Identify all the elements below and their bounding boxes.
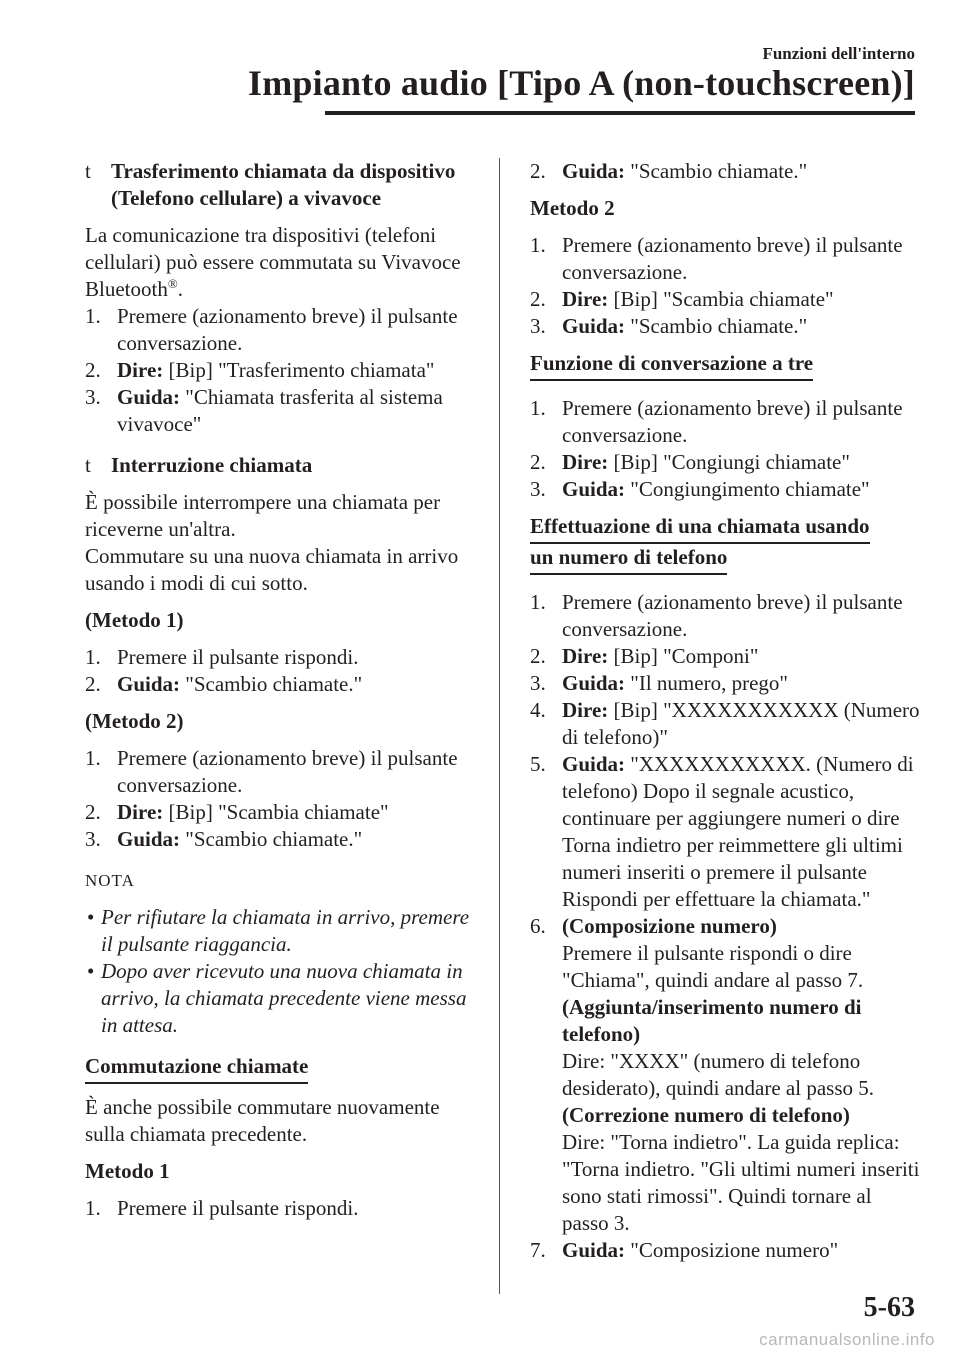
step-text: "Composizione numero" bbox=[630, 1238, 839, 1262]
step-text: Premere il pulsante rispondi. bbox=[117, 645, 359, 669]
step bbox=[85, 745, 475, 799]
step-text: Premere (azionamento breve) il pulsante conversazione. bbox=[562, 396, 903, 447]
paragraph: Commutare su una nuova chiamata in arrivo usando i modi di cui sotto. bbox=[85, 544, 459, 595]
step-text: "Scambio chiamate." bbox=[185, 827, 363, 851]
paragraph: È possibile interrompere una chiamata per riceverne un'altra. bbox=[85, 490, 441, 541]
heading-call-interrupt bbox=[85, 452, 475, 479]
bullet-icon: • bbox=[87, 959, 95, 983]
step-number: 3. bbox=[530, 477, 546, 501]
paragraph-text: La comunicazione tra dispositivi (telefoni cellulari) può essere commutata su Vivavoce Bluetooth bbox=[85, 223, 461, 301]
subheading-dial-number-2: un numero di telefono bbox=[530, 544, 727, 575]
step-number: 1. bbox=[530, 590, 546, 614]
step-text: [Bip] "XXXXXXXXXXX (Numero di telefono)" bbox=[562, 698, 920, 749]
step-text: "Congiungimento chiamate" bbox=[630, 477, 870, 501]
step-number: 1. bbox=[530, 396, 546, 420]
step-text: Dire: "XXXX" (numero di telefono desiderato), quindi andare al passo 5. bbox=[562, 1049, 874, 1100]
left-column bbox=[85, 158, 475, 1222]
step bbox=[85, 357, 475, 384]
step-number: 2. bbox=[530, 644, 546, 668]
step bbox=[85, 303, 475, 357]
paragraph: È anche possibile commutare nuovamente sulla chiamata precedente. bbox=[85, 1095, 440, 1146]
step-text: "Scambio chiamate." bbox=[630, 159, 808, 183]
step bbox=[85, 826, 475, 853]
step-text: [Bip] "Scambia chiamate" bbox=[168, 800, 389, 824]
step-text: [Bip] "Componi" bbox=[613, 644, 759, 668]
step-label: Guida: bbox=[562, 314, 626, 338]
step-text: [Bip] "Trasferimento chiamata" bbox=[168, 358, 435, 382]
note-item bbox=[85, 958, 475, 1039]
step bbox=[530, 232, 920, 286]
step bbox=[530, 1237, 920, 1264]
step bbox=[530, 751, 920, 913]
step bbox=[530, 913, 920, 1237]
step-number: 3. bbox=[85, 385, 101, 409]
step bbox=[530, 158, 920, 185]
page-number: 5-63 bbox=[863, 1292, 915, 1323]
step-label: Dire: bbox=[562, 698, 609, 722]
step-text: "XXXXXXXXXXX. (Numero di telefono) Dopo il segnale acustico, continuare per aggiungere numeri o dire Torna indietro per reimmettere gli ultimi numeri inseriti o premere il pulsante Rispondi per effettuare la chiamata." bbox=[562, 752, 914, 911]
step-number: 6. bbox=[530, 914, 546, 938]
paragraph-text: . bbox=[177, 277, 183, 301]
registered-mark: ® bbox=[167, 276, 178, 291]
step bbox=[530, 313, 920, 340]
step-text: "Il numero, prego" bbox=[630, 671, 788, 695]
step-label: Guida: bbox=[562, 1238, 626, 1262]
method-title: Metodo 2 bbox=[530, 196, 615, 220]
step-number: 2. bbox=[85, 672, 101, 696]
column-divider bbox=[499, 158, 500, 1294]
step-text: "Chiamata trasferita al sistema vivavoce" bbox=[117, 385, 443, 436]
step bbox=[85, 384, 475, 438]
step bbox=[530, 589, 920, 643]
note-text: Dopo aver ricevuto una nuova chiamata in arrivo, la chiamata precedente viene messa in attesa. bbox=[101, 959, 467, 1037]
method-title: Metodo 1 bbox=[85, 1159, 170, 1183]
step-label: Guida: bbox=[562, 477, 626, 501]
subheading-wrap bbox=[530, 513, 920, 575]
step-number: 4. bbox=[530, 698, 546, 722]
subheading-three-way: Funzione di conversazione a tre bbox=[530, 350, 813, 381]
step-label: Dire: bbox=[117, 800, 164, 824]
step-number: 3. bbox=[85, 827, 101, 851]
step-number: 2. bbox=[85, 358, 101, 382]
step bbox=[530, 476, 920, 503]
subheading-wrap bbox=[530, 350, 920, 381]
step-number: 3. bbox=[530, 314, 546, 338]
right-column bbox=[530, 158, 920, 1264]
step-number: 2. bbox=[530, 159, 546, 183]
step bbox=[530, 643, 920, 670]
step-text: Premere il pulsante rispondi. bbox=[117, 1196, 359, 1220]
step-label: Guida: bbox=[562, 671, 626, 695]
heading-text: Trasferimento chiamata da dispositivo (Telefono cellulare) a vivavoce bbox=[111, 159, 456, 210]
step-text: "Scambio chiamate." bbox=[185, 672, 363, 696]
step-text: [Bip] "Congiungi chiamate" bbox=[613, 450, 850, 474]
heading-text: Interruzione chiamata bbox=[111, 453, 313, 477]
step bbox=[530, 670, 920, 697]
step bbox=[530, 449, 920, 476]
step-number: 1. bbox=[85, 304, 101, 328]
step bbox=[85, 1195, 475, 1222]
subheading-dial-number: Effettuazione di una chiamata usando bbox=[530, 513, 870, 544]
step-text: Premere (azionamento breve) il pulsante conversazione. bbox=[562, 233, 903, 284]
method-title: (Metodo 2) bbox=[85, 709, 184, 733]
section-marker-icon: t bbox=[85, 453, 91, 477]
step bbox=[85, 671, 475, 698]
step-label: Guida: bbox=[117, 672, 181, 696]
heading-call-transfer bbox=[85, 158, 475, 212]
step-label: Dire: bbox=[562, 450, 609, 474]
note-text: Per rifiutare la chiamata in arrivo, premere il pulsante riaggancia. bbox=[101, 905, 470, 956]
step-subtitle: (Composizione numero) bbox=[562, 914, 777, 938]
step bbox=[85, 644, 475, 671]
subheading-wrap bbox=[85, 1053, 475, 1084]
step-text: "Scambio chiamate." bbox=[630, 314, 808, 338]
watermark: carmanualsonline.info bbox=[759, 1330, 935, 1349]
step-number: 5. bbox=[530, 752, 546, 776]
step-text: Premere (azionamento breve) il pulsante conversazione. bbox=[562, 590, 903, 641]
step-number: 2. bbox=[85, 800, 101, 824]
header-rule bbox=[325, 111, 915, 115]
step-number: 1. bbox=[85, 746, 101, 770]
step bbox=[85, 799, 475, 826]
step-number: 1. bbox=[85, 1196, 101, 1220]
page-title: Impianto audio [Tipo A (non-touchscreen)] bbox=[248, 63, 915, 103]
subheading-call-switch: Commutazione chiamate bbox=[85, 1053, 308, 1084]
step-label: Dire: bbox=[562, 644, 609, 668]
method-title: (Metodo 1) bbox=[85, 608, 184, 632]
step-text: Premere (azionamento breve) il pulsante conversazione. bbox=[117, 746, 458, 797]
step bbox=[530, 286, 920, 313]
step-number: 3. bbox=[530, 671, 546, 695]
note-item bbox=[85, 904, 475, 958]
step bbox=[530, 395, 920, 449]
step-number: 2. bbox=[530, 450, 546, 474]
step-label: Guida: bbox=[562, 159, 626, 183]
header-section: Funzioni dell'interno bbox=[762, 44, 915, 63]
section-marker-icon: t bbox=[85, 159, 91, 183]
step-number: 2. bbox=[530, 287, 546, 311]
step-subtitle: (Aggiunta/inserimento numero di telefono) bbox=[562, 995, 862, 1046]
step-label: Guida: bbox=[117, 385, 181, 409]
step-text: Premere il pulsante rispondi o dire "Chiama", quindi andare al passo 7. bbox=[562, 941, 864, 992]
note-title: NOTA bbox=[85, 871, 135, 890]
step-text: Dire: "Torna indietro". La guida replica: "Torna indietro. "Gli ultimi numeri inseriti sono stati rimossi". Quindi tornare al passo 3. bbox=[562, 1130, 920, 1235]
step-text: Premere (azionamento breve) il pulsante conversazione. bbox=[117, 304, 458, 355]
step-label: Guida: bbox=[562, 752, 626, 776]
step-label: Dire: bbox=[562, 287, 609, 311]
step-label: Dire: bbox=[117, 358, 164, 382]
step-text: [Bip] "Scambia chiamate" bbox=[613, 287, 834, 311]
step-number: 1. bbox=[85, 645, 101, 669]
paragraph bbox=[85, 222, 475, 303]
step bbox=[530, 697, 920, 751]
step-number: 1. bbox=[530, 233, 546, 257]
step-subtitle: (Correzione numero di telefono) bbox=[562, 1103, 850, 1127]
step-number: 7. bbox=[530, 1238, 546, 1262]
bullet-icon: • bbox=[87, 905, 95, 929]
step-label: Guida: bbox=[117, 827, 181, 851]
